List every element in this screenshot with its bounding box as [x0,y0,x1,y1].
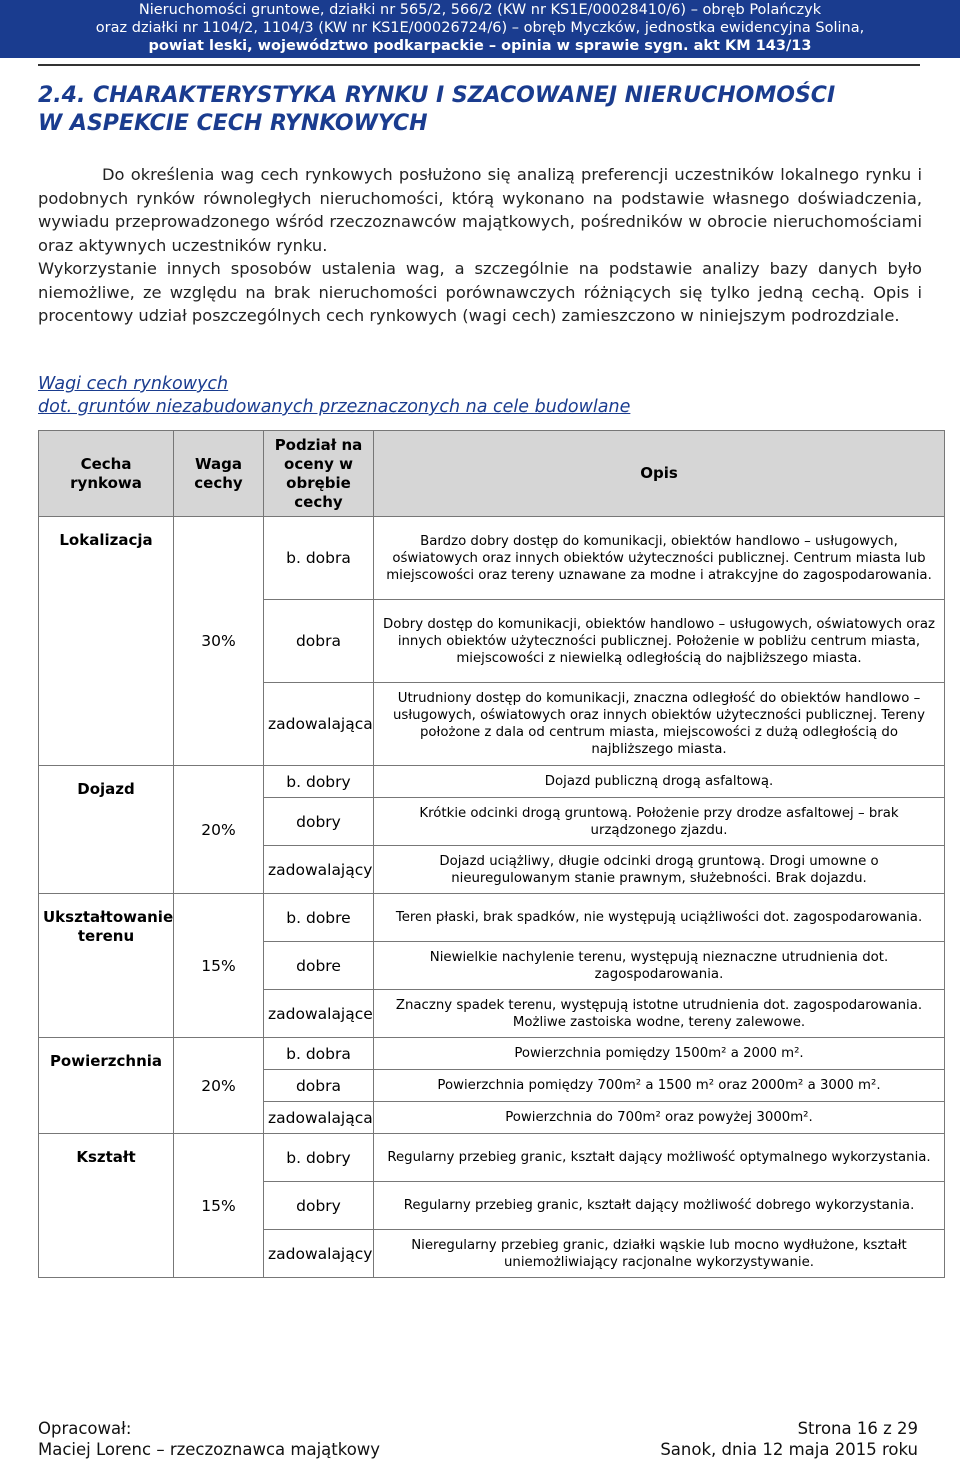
header-opis: Opis [374,431,945,517]
waga-cell: 20% [174,766,264,894]
table-header-row [39,431,945,517]
opis-cell: Powierzchnia pomiędzy 1500m² a 2000 m². [374,1038,945,1070]
opis-cell: Znaczny spadek terenu, występują istotne utrudnienia dot. zagospodarowania. Możliwe zastoiska wodne, tereny zalewowe. [374,990,945,1038]
waga-cell: 15% [174,894,264,1038]
opis-cell: Nieregularny przebieg granic, działki wąskie lub mocno wydłużone, kształt uniemożliwiający racjonalne wykorzystywanie. [374,1230,945,1278]
document-header [0,0,960,58]
opis-cell: Powierzchnia do 700m² oraz powyżej 3000m². [374,1102,945,1134]
ocena-cell: dobra [264,1070,374,1102]
waga-cell: 30% [174,517,264,766]
cecha-cell: Powierzchnia [39,1038,174,1134]
header-line-1: Nieruchomości gruntowe, działki nr 565/2, 566/2 (KW nr KS1E/00028410/6) – obręb Polańczyk [138,2,822,18]
header-cecha: Cecha rynkowa [39,431,174,517]
header-podzial: Podział na oceny w obrębie cechy [264,431,374,517]
paragraph-1: Do określenia wag cech rynkowych posłużono się analizą preferencji uczestników lokalnego rynku i podobnych rynków równoległych nieruchomości, którą wykonano na podstawie własnego doświadczenia, wywiadu przeprowadzonego wśród rzeczoznawców majątkowych, pośredników w obrocie nieruchomościami oraz aktywnych uczestników rynku. [38,165,922,255]
waga-cell: 20% [174,1038,264,1134]
ocena-cell: dobry [264,798,374,846]
footer-page-number: Strona 16 z 29 [797,1419,918,1438]
footer-author: Maciej Lorenc – rzeczoznawca majątkowy [38,1440,381,1459]
header-line-2: oraz działki nr 1104/2, 1104/3 (KW nr KS1E/00026724/6) – obręb Myczków, jednostka ewidencyjna Solina, [95,20,865,36]
opis-cell: Teren płaski, brak spadków, nie występują uciążliwości dot. zagospodarowania. [374,894,945,942]
opis-cell: Bardzo dobry dostęp do komunikacji, obiektów handlowo – usługowych, oświatowych oraz innych obiektów użyteczności publicznej. Centrum miasta lub miejscowości oraz tereny uznawane za modne i atrakcyjne do zagospodarowania. [374,517,945,600]
ocena-cell: zadowalające [264,990,374,1038]
table-row [39,1134,945,1182]
header-rule [38,64,920,66]
market-features-table [38,430,945,1278]
opis-cell: Krótkie odcinki drogą gruntową. Położenie przy drodze asfaltowej – brak urządzonego zjazdu. [374,798,945,846]
footer-author-block [38,1418,380,1460]
ocena-cell: b. dobra [264,1038,374,1070]
table-row [39,1038,945,1070]
ocena-cell: zadowalająca [264,1102,374,1134]
ocena-cell: dobre [264,942,374,990]
opis-cell: Dojazd uciążliwy, długie odcinki drogą gruntową. Drogi umowne o nieuregulowanym stanie prawnym, służebności. Brak dojazdu. [374,846,945,894]
ocena-cell: dobry [264,1182,374,1230]
ocena-cell: b. dobra [264,517,374,600]
table-row [39,894,945,942]
ocena-cell: b. dobry [264,766,374,798]
opis-cell: Dobry dostęp do komunikacji, obiektów handlowo – usługowych, oświatowych oraz innych obiektów użyteczności publicznej. Położenie w pobliżu centrum miasta, miejscowości z niewielką odległością do najbliższego miasta. [374,600,945,683]
subheading-line-1: Wagi cech rynkowych [38,374,229,394]
cecha-cell: Ukształtowanie terenu [39,894,174,1038]
table-subheading [38,373,938,419]
waga-cell: 15% [174,1134,264,1278]
body-text [38,163,922,328]
subheading-line-2: dot. gruntów niezabudowanych przeznaczonych na cele budowlane [38,397,631,417]
section-title-line-1: 2.4. CHARAKTERYSTYKA RYNKU I SZACOWANEJ NIERUCHOMOŚCI [38,83,836,108]
opis-cell: Regularny przebieg granic, kształt dający możliwość dobrego wykorzystania. [374,1182,945,1230]
opis-cell: Regularny przebieg granic, kształt dający możliwość optymalnego wykorzystania. [374,1134,945,1182]
ocena-cell: b. dobry [264,1134,374,1182]
footer-place-date: Sanok, dnia 12 maja 2015 roku [660,1440,918,1459]
opis-cell: Powierzchnia pomiędzy 700m² a 1500 m² oraz 2000m² a 3000 m². [374,1070,945,1102]
paragraph-2: Wykorzystanie innych sposobów ustalenia wag, a szczególnie na podstawie analizy bazy danych było niemożliwe, ze względu na brak nieruchomości porównawczych różniących się tylko jedną cechą. Opis i procentowy udział poszczególnych cech rynkowych (wagi cech) zamieszczono w niniejszym podrozdziale. [38,259,922,325]
section-title [38,82,938,138]
section-title-line-2: W ASPEKCIE CECH RYNKOWYCH [38,111,428,136]
cecha-cell: Dojazd [39,766,174,894]
header-waga: Waga cechy [174,431,264,517]
table-row [39,766,945,798]
cecha-cell: Lokalizacja [39,517,174,766]
ocena-cell: dobra [264,600,374,683]
header-line-3: powiat leski, województwo podkarpackie – opinia w sprawie sygn. akt KM 143/13 [148,38,812,54]
ocena-cell: b. dobre [264,894,374,942]
table-row [39,517,945,600]
ocena-cell: zadowalający [264,846,374,894]
opis-cell: Niewielkie nachylenie terenu, występują nieznaczne utrudnienia dot. zagospodarowania. [374,942,945,990]
footer-page-block [660,1418,918,1460]
cecha-cell: Kształt [39,1134,174,1278]
opis-cell: Utrudniony dostęp do komunikacji, znaczna odległość do obiektów handlowo – usługowych, oświatowych oraz innych obiektów użyteczności publicznej. Tereny położone z dala od centrum miasta, miejscowości z dużą odległością do najbliższego miasta. [374,683,945,766]
ocena-cell: zadowalający [264,1230,374,1278]
ocena-cell: zadowalająca [264,683,374,766]
footer-author-label: Opracował: [38,1419,132,1438]
opis-cell: Dojazd publiczną drogą asfaltową. [374,766,945,798]
